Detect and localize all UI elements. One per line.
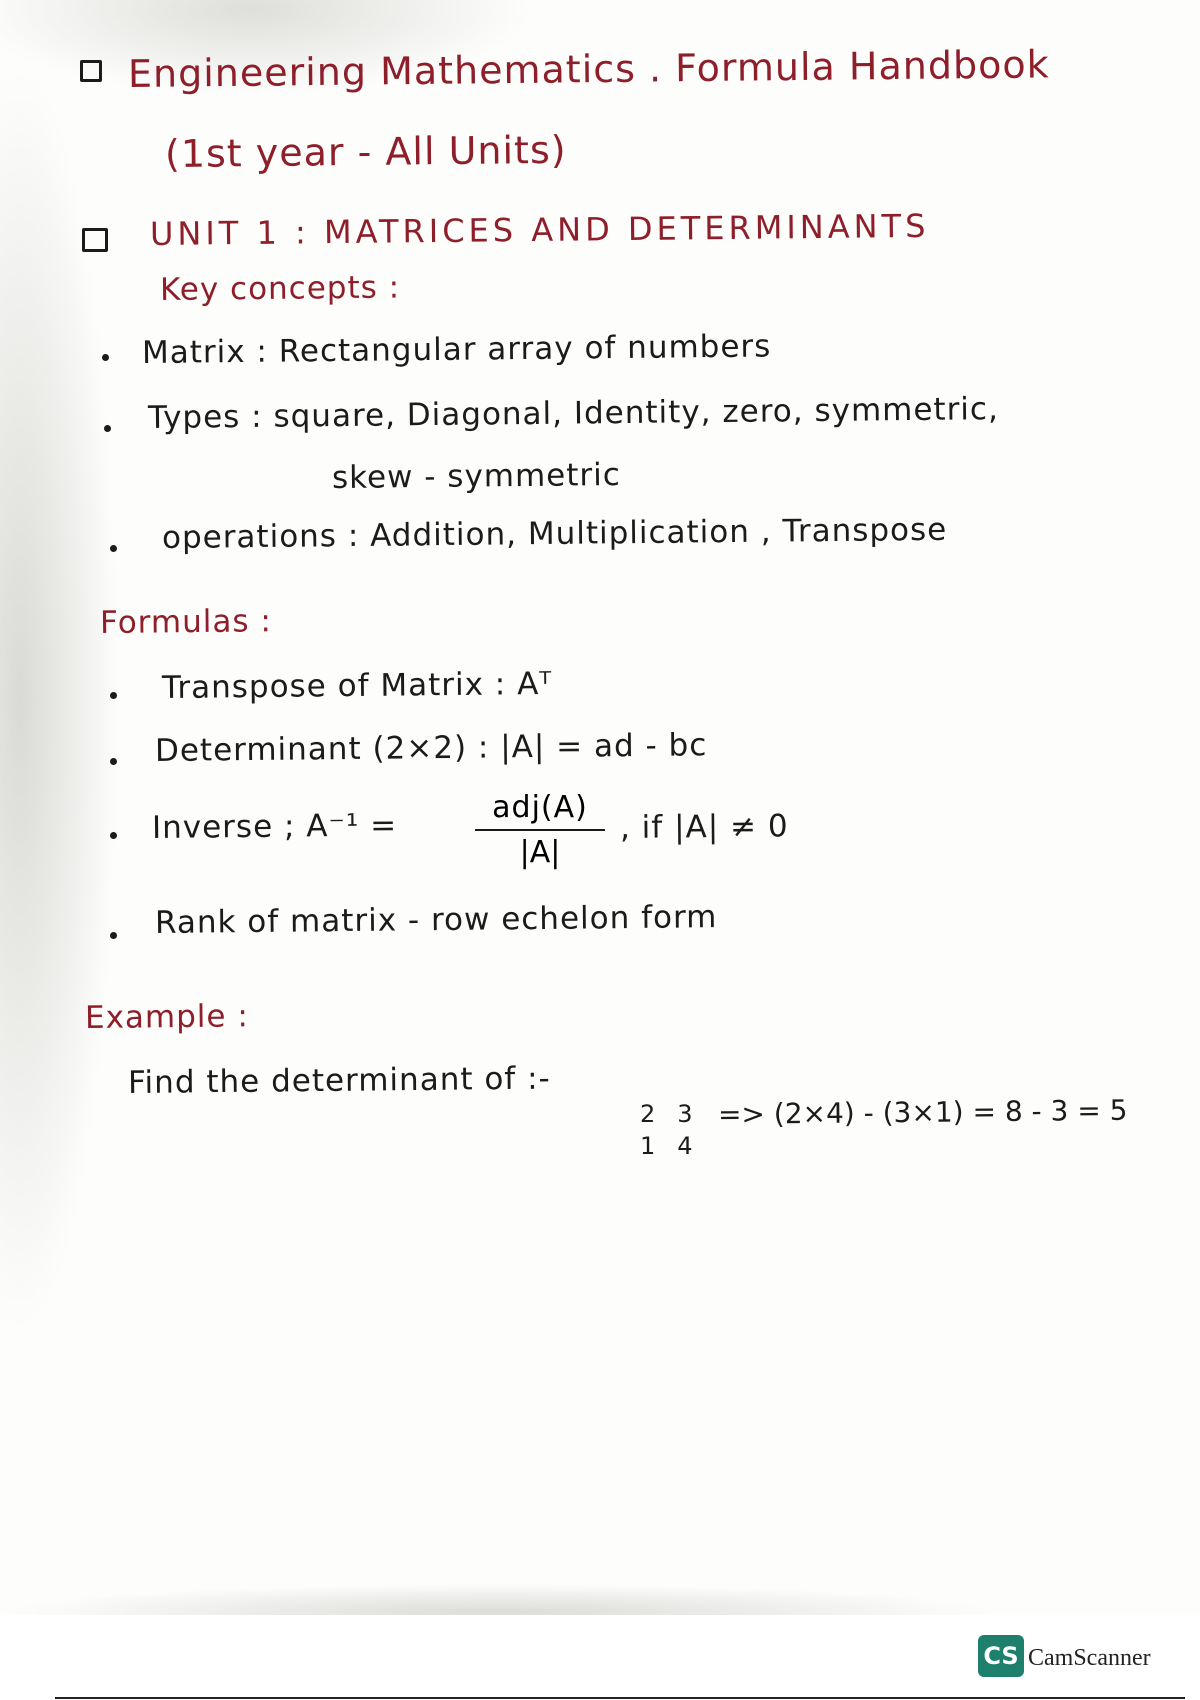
matrix-cell: 3: [677, 1100, 693, 1128]
checkbox-icon: [82, 228, 108, 252]
handbook-title: Engineering Mathematics . Formula Handbook: [127, 42, 1050, 96]
key-concepts-label: Key concepts :: [159, 269, 401, 308]
unit-heading: UNIT 1 : MATRICES AND DETERMINANTS: [149, 206, 930, 253]
concept-types: Types : square, Diagonal, Identity, zero, symmetric,: [147, 391, 1000, 436]
footer-divider: [55, 1697, 1185, 1699]
formula-inverse-prefix: Inverse ; A⁻¹ =: [151, 807, 398, 846]
matrix-row: [640, 1130, 693, 1162]
bullet-icon: [110, 692, 117, 699]
camscanner-logo: CS: [978, 1635, 1024, 1677]
inverse-denominator: |A|: [519, 835, 561, 870]
formula-determinant: Determinant (2×2) : |A| = ad - bc: [154, 727, 708, 769]
example-matrix: [640, 1098, 693, 1162]
handbook-subtitle: (1st year - All Units): [164, 127, 567, 176]
bullet-icon: [104, 425, 111, 432]
matrix-row: [640, 1098, 693, 1130]
bullet-icon: [110, 832, 117, 839]
example-work: => (2×4) - (3×1) = 8 - 3 = 5: [717, 1093, 1128, 1131]
concept-operations: operations : Addition, Multiplication , Transpose: [161, 511, 948, 556]
camscanner-brand: CamScanner: [1028, 1645, 1151, 1671]
formula-inverse-suffix: , if |A| ≠ 0: [619, 808, 789, 846]
matrix-cell: 1: [640, 1132, 656, 1160]
bullet-icon: [102, 354, 109, 361]
inverse-fraction: [475, 790, 605, 870]
formulas-label: Formulas :: [99, 603, 272, 641]
concept-matrix: Matrix : Rectangular array of numbers: [141, 328, 772, 371]
example-prompt: Find the determinant of :-: [127, 1060, 551, 1101]
formula-transpose: Transpose of Matrix : Aᵀ: [161, 665, 553, 706]
matrix-cell: 2: [640, 1100, 656, 1128]
inverse-numerator: adj(A): [492, 790, 588, 825]
checkbox-icon: [80, 60, 102, 82]
bullet-icon: [110, 545, 117, 552]
bullet-icon: [110, 758, 117, 765]
example-label: Example :: [84, 998, 249, 1036]
formula-rank: Rank of matrix - row echelon form: [154, 899, 718, 941]
concept-types-cont: skew - symmetric: [331, 456, 622, 496]
bullet-icon: [110, 932, 117, 939]
matrix-cell: 4: [677, 1132, 693, 1160]
